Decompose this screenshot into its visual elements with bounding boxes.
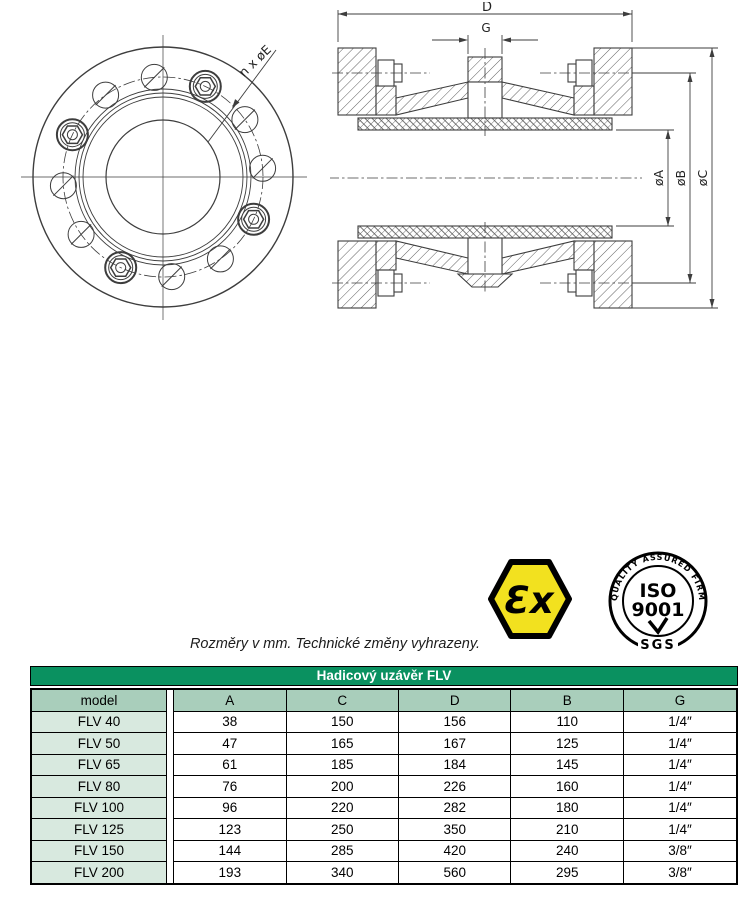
column-separator	[167, 711, 174, 733]
cell-a: 61	[174, 754, 286, 776]
iso9001-sgs-logo	[606, 549, 710, 653]
flange-top-left	[338, 48, 376, 115]
cell-model: FLV 40	[31, 711, 167, 733]
column-separator	[167, 754, 174, 776]
cell-c: 220	[286, 797, 398, 819]
cell-g: 3/8″	[623, 862, 737, 884]
header-c: C	[286, 689, 398, 711]
cell-model: FLV 125	[31, 819, 167, 841]
table-title: Hadicový uzávěr FLV	[30, 666, 738, 686]
cone-top-left	[396, 82, 468, 115]
flange-top-right	[594, 48, 632, 115]
column-separator	[167, 840, 174, 862]
cell-a: 144	[174, 840, 286, 862]
table-row	[31, 797, 737, 819]
cell-a: 47	[174, 733, 286, 755]
cell-d: 560	[399, 862, 511, 884]
dim-label-A: øA	[651, 169, 666, 187]
table-row	[31, 819, 737, 841]
cell-d: 167	[399, 733, 511, 755]
cell-b: 110	[511, 711, 623, 733]
cell-model: FLV 200	[31, 862, 167, 884]
cell-g: 1/4″	[623, 797, 737, 819]
hub-step-bottom-right	[574, 241, 594, 270]
cell-g: 1/4″	[623, 754, 737, 776]
table-row	[31, 840, 737, 862]
cell-a: 123	[174, 819, 286, 841]
header-a: A	[174, 689, 286, 711]
dim-label-G: G	[481, 21, 491, 35]
cell-c: 250	[286, 819, 398, 841]
cell-b: 160	[511, 776, 623, 798]
cell-b: 240	[511, 840, 623, 862]
atex-ex-logo	[488, 554, 572, 644]
table-header-row	[31, 689, 737, 711]
cone-bottom-left	[396, 241, 468, 274]
iso-ring-text: QUALITY ASSURED FIRM	[609, 552, 707, 602]
dim-label-D: D	[481, 2, 493, 15]
dimensions-note: Rozměry v mm. Technické změny vyhrazeny.	[189, 636, 481, 652]
cell-g: 3/8″	[623, 840, 737, 862]
cell-b: 180	[511, 797, 623, 819]
cell-model: FLV 80	[31, 776, 167, 798]
hub-step-top-left	[376, 86, 396, 115]
flange-bottom-right	[594, 241, 632, 308]
column-separator	[167, 689, 174, 711]
cell-d: 226	[399, 776, 511, 798]
flange-bottom-left	[338, 241, 376, 308]
cell-d: 350	[399, 819, 511, 841]
cell-g: 1/4″	[623, 733, 737, 755]
cell-b: 295	[511, 862, 623, 884]
header-model: model	[31, 689, 167, 711]
cell-a: 96	[174, 797, 286, 819]
cell-c: 150	[286, 711, 398, 733]
sgs-text: SGS	[640, 638, 676, 653]
cell-model: FLV 65	[31, 754, 167, 776]
column-separator	[167, 733, 174, 755]
cell-model: FLV 100	[31, 797, 167, 819]
dimension-table	[30, 688, 738, 885]
column-separator	[167, 797, 174, 819]
cell-a: 76	[174, 776, 286, 798]
header-d: D	[399, 689, 511, 711]
cell-g: 1/4″	[623, 711, 737, 733]
dim-label-C: øC	[695, 169, 710, 187]
cell-a: 38	[174, 711, 286, 733]
cell-d: 156	[399, 711, 511, 733]
cell-model: FLV 150	[31, 840, 167, 862]
cell-c: 285	[286, 840, 398, 862]
flange-front-view-drawing	[18, 30, 318, 325]
cell-d: 282	[399, 797, 511, 819]
cell-a: 193	[174, 862, 286, 884]
dimension-table-section	[30, 666, 738, 885]
cone-top-right	[502, 82, 574, 115]
table-row	[31, 776, 737, 798]
hub-step-bottom-left	[376, 241, 396, 270]
table-row	[31, 733, 737, 755]
column-separator	[167, 776, 174, 798]
iso-number-text: 9001	[631, 599, 685, 621]
column-separator	[167, 819, 174, 841]
header-b: B	[511, 689, 623, 711]
dim-label-B: øB	[673, 169, 688, 187]
cell-b: 210	[511, 819, 623, 841]
cell-c: 340	[286, 862, 398, 884]
cell-d: 420	[399, 840, 511, 862]
hub-step-top-right	[574, 86, 594, 115]
atex-ex-text: Ɛx	[504, 579, 554, 622]
cone-bottom-right	[502, 241, 574, 274]
cell-d: 184	[399, 754, 511, 776]
cell-b: 145	[511, 754, 623, 776]
column-separator	[167, 862, 174, 884]
cell-c: 185	[286, 754, 398, 776]
cell-c: 165	[286, 733, 398, 755]
iso-text: ISO	[639, 580, 677, 602]
cell-c: 200	[286, 776, 398, 798]
cell-model: FLV 50	[31, 733, 167, 755]
header-g: G	[623, 689, 737, 711]
cell-g: 1/4″	[623, 819, 737, 841]
cell-g: 1/4″	[623, 776, 737, 798]
table-row	[31, 862, 737, 884]
table-row	[31, 754, 737, 776]
cell-b: 125	[511, 733, 623, 755]
bolt-circle-label: n x øE	[235, 41, 275, 80]
valve-section-view-drawing	[330, 2, 735, 320]
table-row	[31, 711, 737, 733]
